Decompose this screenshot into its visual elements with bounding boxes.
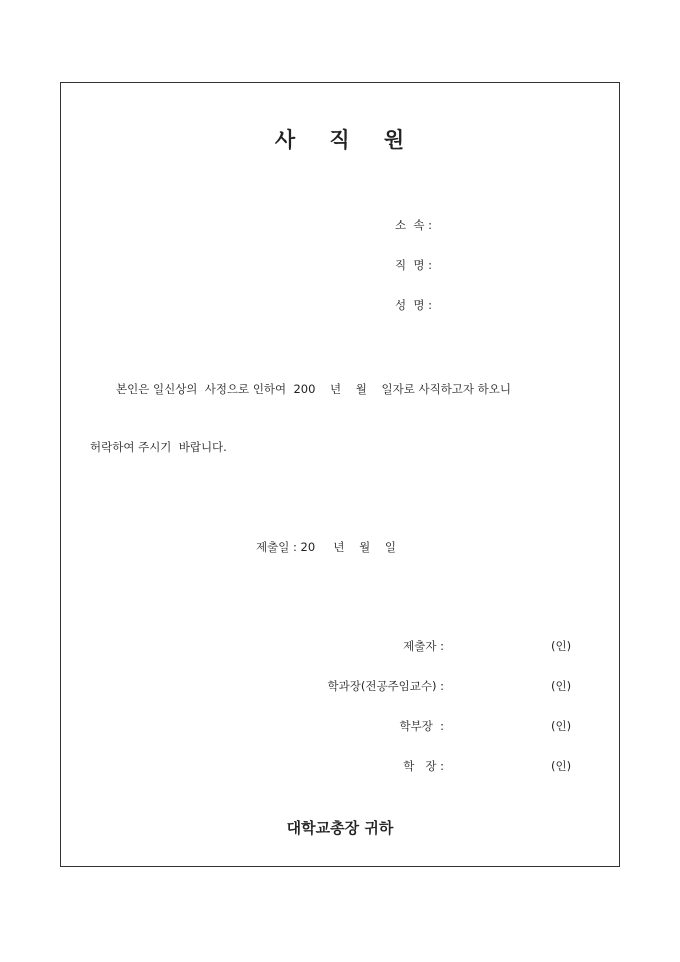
college-dean-seal: (인) (551, 759, 572, 773)
position-label: 직 명 : (395, 258, 433, 272)
department-head-seal: (인) (551, 679, 572, 693)
faculty-dean-label: 학부장 : (399, 719, 444, 733)
name-label: 성 명 : (395, 298, 433, 312)
closing-addressee: 대학교총장 귀하 (286, 819, 394, 837)
department-head-label: 학과장(전공주임교수) : (327, 679, 444, 693)
faculty-dean-seal: (인) (551, 719, 572, 733)
college-dean-label: 학 장 : (403, 759, 444, 773)
submitter-label: 제출자 : (403, 639, 444, 653)
submitter-seal: (인) (551, 639, 572, 653)
submission-date: 제출일 : 20 년 월 일 (256, 540, 396, 554)
resignation-statement-line2: 허락하여 주시기 바랍니다. (90, 440, 227, 454)
affiliation-label: 소 속 : (395, 218, 433, 232)
resignation-statement-line1: 본인은 일신상의 사정으로 인하여 200 년 월 일자로 사직하고자 하오니 (116, 382, 512, 396)
form-border (60, 82, 620, 867)
document-title: 사 직 원 (274, 127, 406, 152)
